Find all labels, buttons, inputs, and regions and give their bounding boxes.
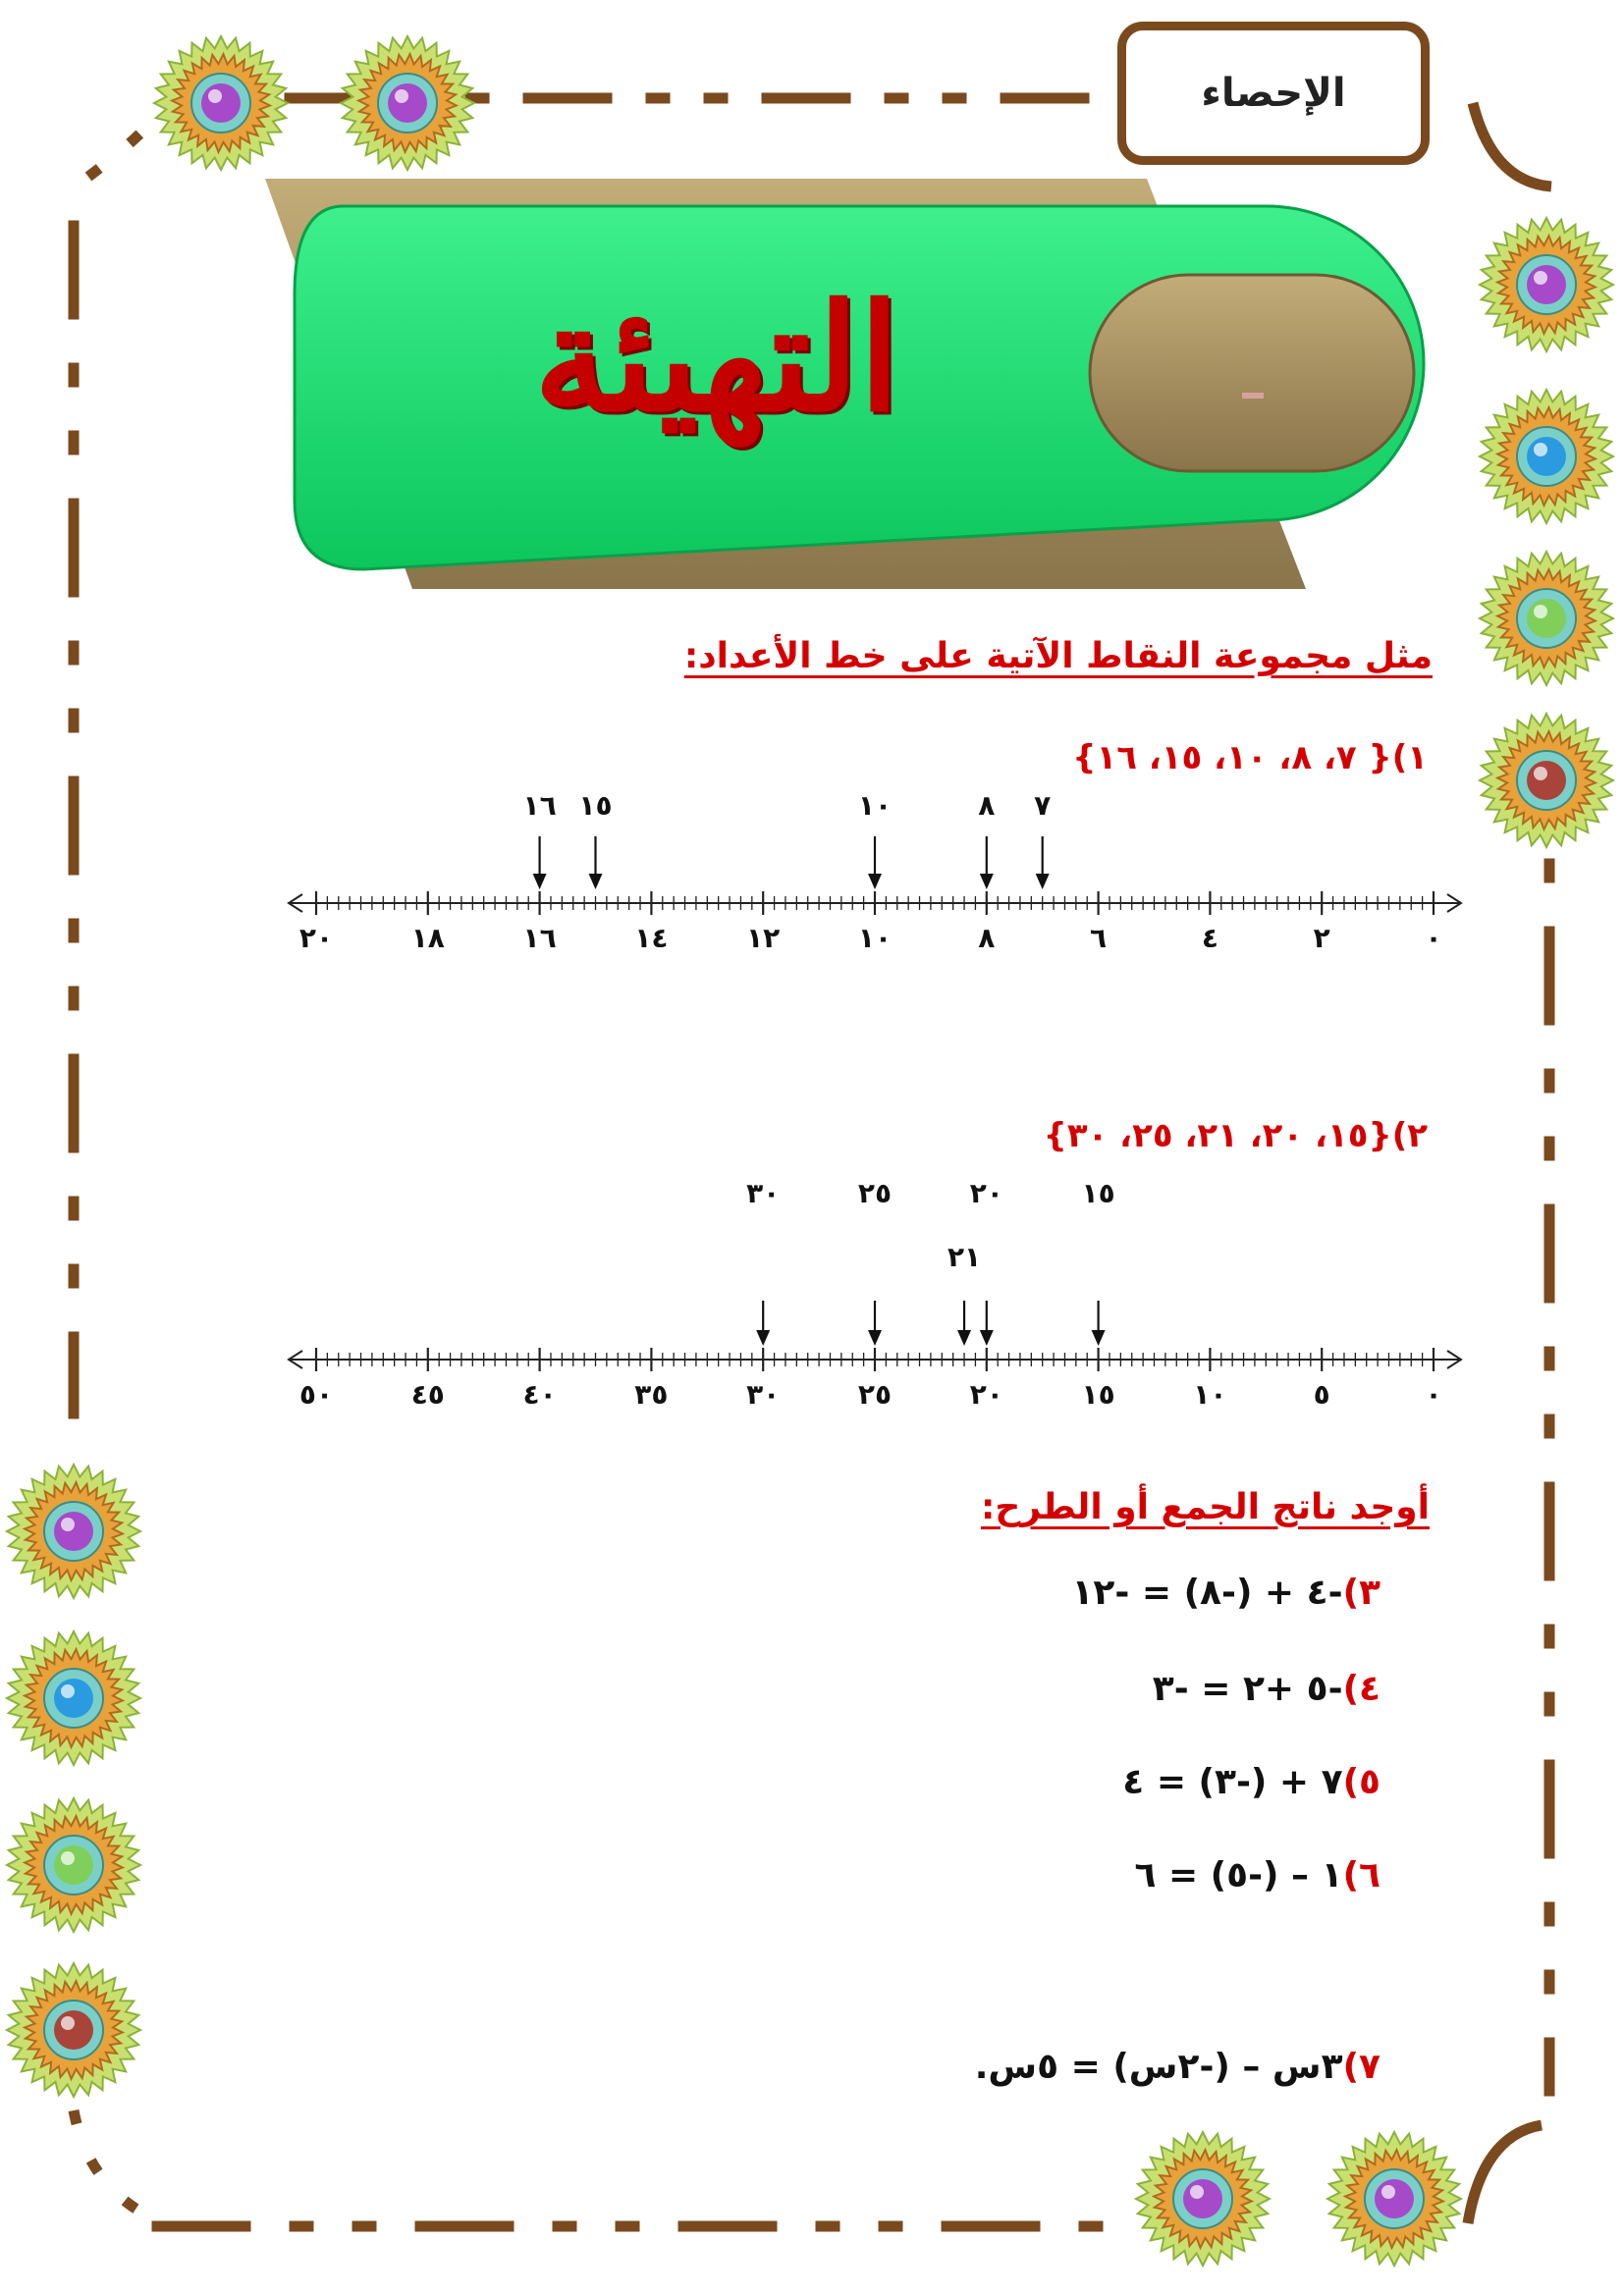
exercise-7 <box>975 2047 1380 2087</box>
exercise-text: ٣س – (-٢س) = ٥س. <box>974 2047 1343 2087</box>
flower-ornament-icon <box>7 1963 140 2097</box>
exercise-number: ٦) <box>1342 1855 1380 1896</box>
number-line-1 <box>275 775 1483 972</box>
tick-label: ٠ <box>1425 1378 1442 1411</box>
tick-label: ١٠ <box>857 922 893 954</box>
tick-label: ٣٥ <box>634 1378 669 1411</box>
page-title: التهيئة <box>533 272 900 445</box>
tick-label: ١٥ <box>1081 1378 1115 1411</box>
problem2-statement <box>1044 1116 1428 1155</box>
tick-label: ٤٥ <box>410 1378 445 1411</box>
flower-ornament-icon <box>7 1465 140 1598</box>
tick-label: ٨ <box>978 922 996 954</box>
exercise-text: -٥ +٢ = -٣ <box>1152 1669 1343 1709</box>
point-label: ٢٥ <box>857 1177 893 1209</box>
point-marker <box>1034 789 1051 889</box>
point-label: ١٥ <box>1081 1177 1115 1209</box>
point-label: ١٠ <box>857 789 893 822</box>
point-marker <box>523 789 557 889</box>
flower-ornament-icon <box>154 36 288 170</box>
flower-ornament-icon <box>7 1631 140 1765</box>
tick-label: ١٦ <box>522 922 557 954</box>
exercise-number: ٥) <box>1342 1762 1380 1802</box>
section2-heading: أوجد ناتج الجمع أو الطرح: <box>981 1487 1430 1527</box>
problem2-number: ٢) <box>1391 1116 1428 1155</box>
problem2-set: {١٥، ٢٠، ٢١، ٢٥، ٣٠} <box>1043 1116 1392 1155</box>
arrow-head-icon <box>589 874 603 889</box>
point-label: ٢٠ <box>969 1177 1003 1209</box>
arrow-head-icon <box>957 1330 971 1346</box>
point-marker <box>947 1241 981 1346</box>
exercise-number: ٣) <box>1342 1573 1380 1613</box>
point-marker <box>746 1177 780 1346</box>
flower-ornament-icon <box>1480 218 1613 351</box>
tick-label: ٠ <box>1425 922 1442 954</box>
flower-ornament-icon <box>1327 2132 1461 2266</box>
subject-box <box>1117 22 1430 165</box>
tick-label: ٥٠ <box>298 1378 334 1411</box>
point-label: ١٥ <box>578 789 613 822</box>
exercise-number: ٤) <box>1342 1669 1380 1709</box>
arrow-head-icon <box>1036 874 1050 889</box>
tick-label: ٢٠ <box>298 922 334 954</box>
arrow-head-icon <box>533 874 547 889</box>
subject-label: الإحصاء <box>1201 71 1346 116</box>
flower-ornament-icon <box>1480 552 1613 685</box>
flower-ornament-icon <box>341 36 474 170</box>
exercise-text: ١ – (-٥) = ٦ <box>1134 1855 1343 1896</box>
number-line-2 <box>275 1163 1483 1418</box>
exercise-5 <box>1122 1762 1380 1802</box>
problem1-set: { ٧، ٨، ١٠، ١٥، ١٦} <box>1072 738 1392 777</box>
point-label: ٨ <box>978 789 996 822</box>
tick-label: ٢٠ <box>969 1378 1003 1411</box>
tick-label: ٢ <box>1313 922 1330 954</box>
tick-label: ١٢ <box>746 922 781 954</box>
exercise-4 <box>1153 1669 1380 1709</box>
point-label: ٣٠ <box>746 1177 781 1209</box>
flower-ornament-icon <box>1136 2132 1270 2266</box>
exercise-6 <box>1134 1855 1380 1896</box>
section1-heading: مثل مجموعة النقاط الآتية على خط الأعداد: <box>683 636 1433 676</box>
problem1-statement <box>1072 738 1428 777</box>
flower-ornament-icon <box>1480 390 1613 523</box>
arrow-head-icon <box>756 1330 770 1346</box>
flower-ornament-icon <box>1480 714 1613 847</box>
tick-label: ٦ <box>1090 922 1108 954</box>
tick-label: ٣٠ <box>746 1378 781 1411</box>
point-label: ٢١ <box>947 1241 982 1273</box>
arrow-head-icon <box>980 1330 994 1346</box>
flower-ornament-icon <box>7 1798 140 1932</box>
point-marker <box>858 1177 892 1346</box>
arrow-head-icon <box>1092 1330 1106 1346</box>
tick-label: ٥ <box>1313 1378 1330 1411</box>
arrow-head-icon <box>980 874 994 889</box>
exercise-number: ٧) <box>1342 2047 1380 2087</box>
arrow-head-icon <box>868 1330 882 1346</box>
point-label: ١٦ <box>522 789 557 822</box>
point-marker <box>978 789 995 889</box>
exercise-text: -٤ + (-٨) = -١٢ <box>1071 1573 1343 1613</box>
arrow-head-icon <box>868 874 882 889</box>
problem1-number: ١) <box>1391 738 1428 777</box>
exercise-3 <box>1071 1573 1380 1613</box>
tick-label: ١٤ <box>634 922 669 954</box>
tick-label: ٤ <box>1201 922 1218 954</box>
point-marker <box>578 789 612 889</box>
tick-label: ٤٠ <box>522 1378 557 1411</box>
point-label: ٧ <box>1034 789 1052 822</box>
tick-label: ١٨ <box>410 922 445 954</box>
tick-label: ١٠ <box>1193 1378 1227 1411</box>
point-marker <box>858 789 892 889</box>
tick-label: ٢٥ <box>857 1378 893 1411</box>
exercise-text: ٧ + (-٣) = ٤ <box>1122 1762 1343 1802</box>
point-marker <box>1082 1177 1115 1346</box>
